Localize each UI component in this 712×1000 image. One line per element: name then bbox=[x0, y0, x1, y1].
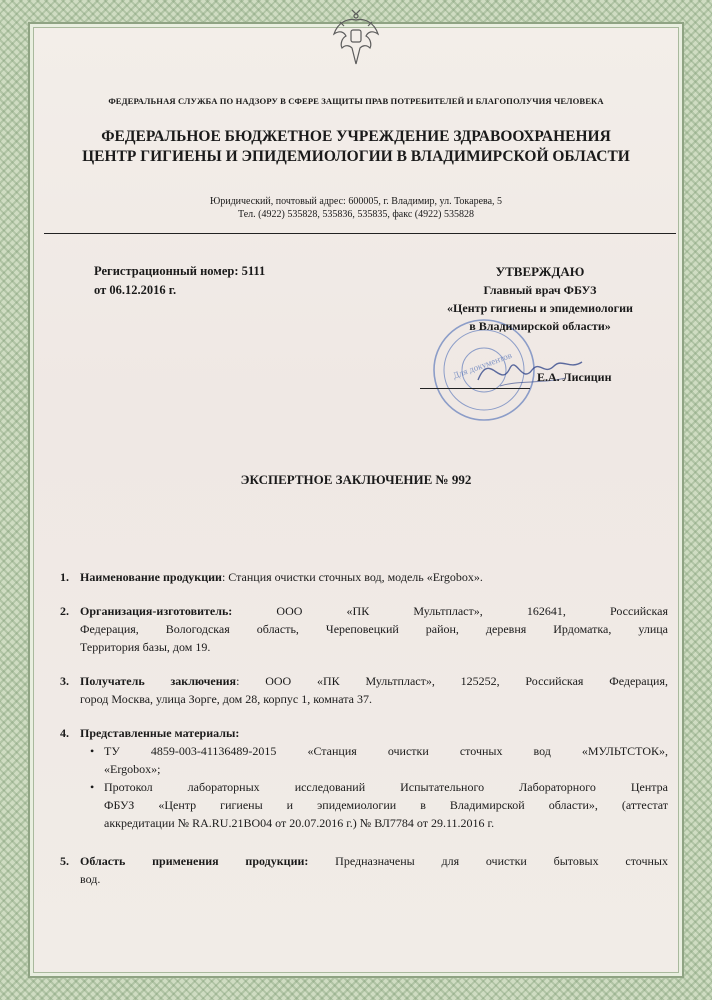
section-recipient bbox=[60, 672, 668, 708]
section-number: 5. bbox=[60, 854, 69, 868]
institution-phones: Тел. (4922) 535828, 535836, 535835, факс (4922) 535828 bbox=[238, 209, 474, 220]
section-scope bbox=[60, 852, 668, 888]
bullet-text-line2: ФБУЗ «Центр гигиены и эпидемиологии в Владимирской области», (аттестат bbox=[104, 798, 668, 812]
bullet-icon: • bbox=[90, 780, 95, 794]
section-number: 1. bbox=[60, 570, 69, 584]
bullet-text-line1: Протокол лабораторных исследований Испытательного Лабораторного Центра bbox=[104, 780, 668, 794]
section-text-line2: Федерация, Вологодская область, Череповецкий район, деревня Ирдоматка, улица bbox=[80, 622, 668, 636]
section-text: : Станция очистки сточных вод, модель «Ergobox». bbox=[221, 570, 483, 584]
signatory-name: Е.А. Лисицин bbox=[537, 370, 612, 384]
document-title: ЭКСПЕРТНОЕ ЗАКЛЮЧЕНИЕ № 992 bbox=[240, 472, 472, 487]
section-label: Получатель заключения bbox=[80, 674, 237, 688]
approval-heading: УТВЕРЖДАЮ bbox=[495, 264, 585, 279]
approver-position-line3: в Владимирской области» bbox=[469, 319, 611, 333]
coat-of-arms-emblem bbox=[330, 8, 382, 68]
section-text-line1: : ООО «ПК Мультпласт», 125252, Российская Федерация, bbox=[236, 674, 668, 688]
registration-date: от 06.12.2016 г. bbox=[94, 283, 177, 297]
bullet-text-line3: аккредитации № RA.RU.21ВО04 от 20.07.2016 г.) № ВЛ7784 от 29.11.2016 г. bbox=[104, 816, 495, 830]
section-text-line1: ООО «ПК Мультпласт», 162641, Российская bbox=[276, 604, 669, 618]
header-divider bbox=[44, 233, 676, 234]
section-label: Организация-изготовитель: bbox=[80, 604, 233, 618]
signature-line bbox=[420, 388, 530, 389]
agency-name: ФЕДЕРАЛЬНАЯ СЛУЖБА ПО НАДЗОРУ В СФЕРЕ ЗАЩИТЫ ПРАВ ПОТРЕБИТЕЛЕЙ И БЛАГОПОЛУЧИЯ ЧЕЛОВЕКА bbox=[108, 96, 604, 106]
institution-name-line2: ЦЕНТР ГИГИЕНЫ И ЭПИДЕМИОЛОГИИ В ВЛАДИМИРСКОЙ ОБЛАСТИ bbox=[82, 148, 630, 165]
materials-bullet-2 bbox=[90, 778, 668, 832]
section-label: Область применения продукции: bbox=[80, 854, 309, 868]
section-text-line1: Предназначены для очистки бытовых сточных bbox=[308, 854, 668, 868]
section-text-line3: Территория базы, дом 19. bbox=[80, 640, 211, 654]
institution-address: Юридический, почтовый адрес: 600005, г. Владимир, ул. Токарева, 5 bbox=[209, 196, 503, 207]
section-label: Представленные материалы: bbox=[80, 726, 240, 740]
institution-name-line1: ФЕДЕРАЛЬНОЕ БЮДЖЕТНОЕ УЧРЕЖДЕНИЕ ЗДРАВООХРАНЕНИЯ bbox=[101, 128, 611, 145]
materials-bullet-1 bbox=[90, 742, 668, 778]
section-text-line2: город Москва, улица Зорге, дом 28, корпус 1, комната 37. bbox=[80, 692, 372, 706]
section-number: 2. bbox=[60, 604, 69, 618]
approver-position-line1: Главный врач ФБУЗ bbox=[483, 283, 597, 297]
section-number: 4. bbox=[60, 726, 69, 740]
section-text-line2: вод. bbox=[80, 872, 101, 886]
registration-number: Регистрационный номер: 5111 bbox=[94, 264, 266, 278]
bullet-text-line2: «Ergobox»; bbox=[104, 762, 161, 776]
section-label: Наименование продукции bbox=[80, 570, 222, 584]
stamp-text: Для документов bbox=[451, 350, 514, 381]
bullet-text-line1: ТУ 4859-003-41136489-2015 «Станция очистки сточных вод «МУЛЬТСТОК», bbox=[104, 744, 668, 758]
section-number: 3. bbox=[60, 674, 69, 688]
approver-position-line2: «Центр гигиены и эпидемиологии bbox=[447, 301, 633, 315]
section-materials bbox=[60, 724, 668, 742]
bullet-icon: • bbox=[90, 744, 95, 758]
section-manufacturer bbox=[60, 602, 669, 656]
section-product-name bbox=[60, 568, 668, 586]
